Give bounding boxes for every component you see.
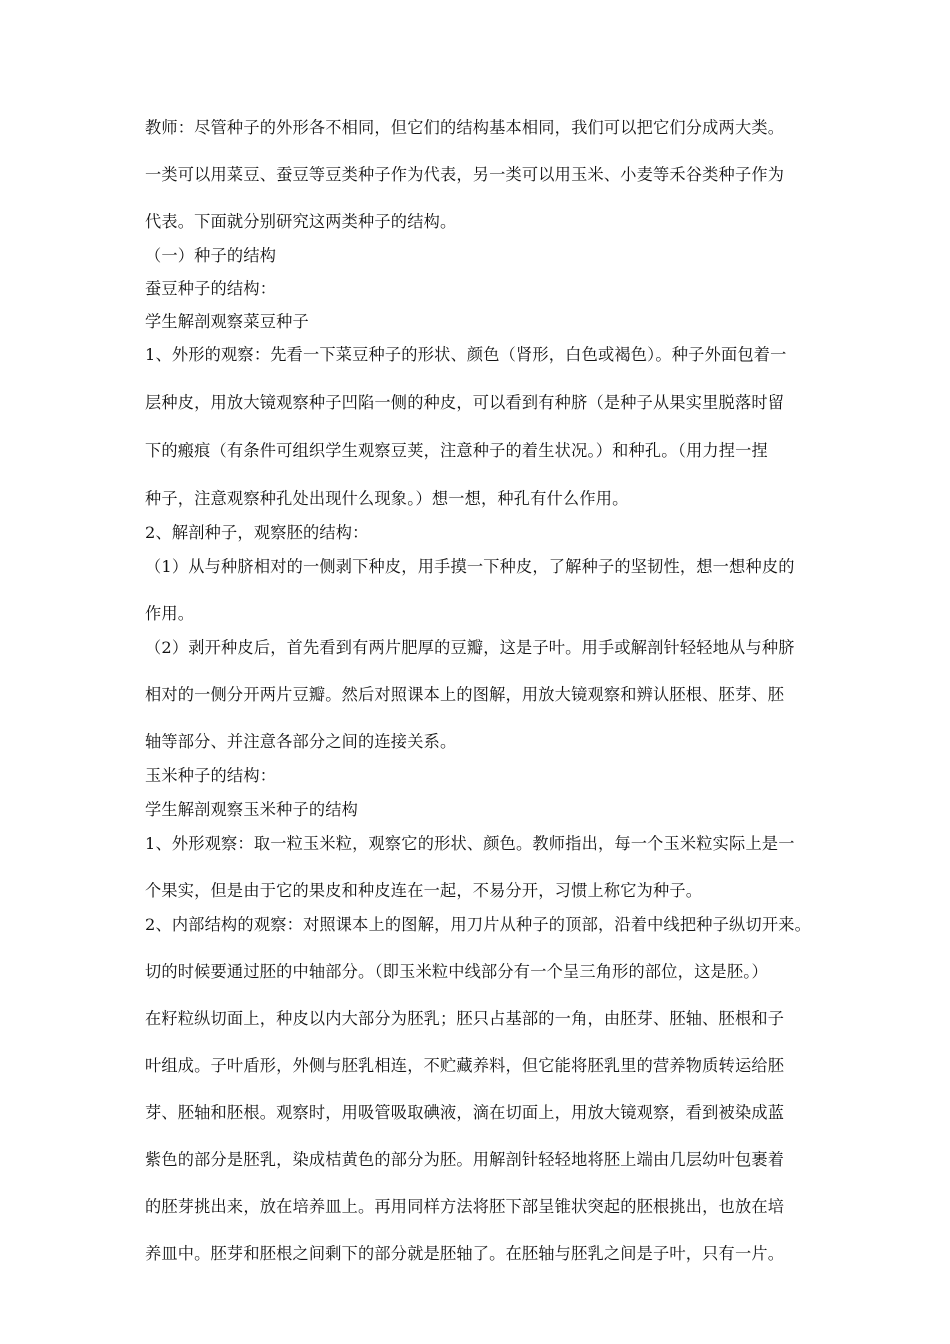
- subsection-heading: 蚕豆种子的结构：: [145, 279, 277, 298]
- text-line: 代表。下面就分别研究这两类种子的结构。: [145, 212, 457, 231]
- text-line: 2、解剖种子，观察胚的结构：: [145, 523, 369, 542]
- text-line: 教师：尽管种子的外形各不相同，但它们的结构基本相同，我们可以把它们分成两大类。: [145, 118, 785, 137]
- text-line: 切的时候要通过胚的中轴部分。（即玉米粒中线部分有一个呈三角形的部位，这是胚。）: [145, 962, 768, 981]
- text-line: 相对的一侧分开两片豆瓣。然后对照课本上的图解，用放大镜观察和辨认胚根、胚芽、胚: [145, 685, 785, 704]
- text-line: 学生解剖观察菜豆种子: [145, 312, 309, 331]
- text-line: 1、外形观察：取一粒玉米粒，观察它的形状、颜色。教师指出，每一个玉米粒实际上是一: [145, 834, 795, 853]
- text-line: 层种皮，用放大镜观察种子凹陷一侧的种皮，可以看到有种脐（是种子从果实里脱落时留: [145, 393, 785, 412]
- text-line: 轴等部分、并注意各部分之间的连接关系。: [145, 732, 457, 751]
- text-line: （2）剥开种皮后，首先看到有两片肥厚的豆瓣，这是子叶。用手或解剖针轻轻地从与种脐: [145, 638, 795, 657]
- text-line: 在籽粒纵切面上，种皮以内大部分为胚乳；胚只占基部的一角，由胚芽、胚轴、胚根和子: [145, 1009, 785, 1028]
- text-line: 叶组成。子叶盾形，外侧与胚乳相连，不贮藏养料，但它能将胚乳里的营养物质转运给胚: [145, 1056, 785, 1075]
- text-line: 学生解剖观察玉米种子的结构: [145, 800, 359, 819]
- text-line: 芽、胚轴和胚根。观察时，用吸管吸取碘液，滴在切面上，用放大镜观察，看到被染成蓝: [145, 1103, 785, 1122]
- text-line: （1）从与种脐相对的一侧剥下种皮，用手摸一下种皮，了解种子的坚韧性，想一想种皮的: [145, 557, 795, 576]
- subsection-heading: 玉米种子的结构：: [145, 766, 277, 785]
- text-line: 个果实，但是由于它的果皮和种皮连在一起，不易分开，习惯上称它为种子。: [145, 881, 703, 900]
- text-line: 养皿中。胚芽和胚根之间剩下的部分就是胚轴了。在胚轴与胚乳之间是子叶，只有一片。: [145, 1244, 785, 1263]
- text-line: 1、外形的观察：先看一下菜豆种子的形状、颜色（肾形，白色或褐色）。种子外面包着一: [145, 345, 787, 364]
- text-line: 紫色的部分是胚乳，染成桔黄色的部分为胚。用解剖针轻轻地将胚上端由几层幼叶包裹着: [145, 1150, 785, 1169]
- text-line: 下的瘢痕（有条件可组织学生观察豆荚，注意种子的着生状况。）和种孔。（用力捏一捏: [145, 441, 768, 460]
- section-heading: （一）种子的结构: [145, 246, 277, 265]
- text-line: 种子，注意观察种孔处出现什么现象。）想一想，种孔有什么作用。: [145, 489, 629, 508]
- text-line: 一类可以用菜豆、蚕豆等豆类种子作为代表，另一类可以用玉米、小麦等禾谷类种子作为: [145, 165, 785, 184]
- text-line: 2、内部结构的观察：对照课本上的图解，用刀片从种子的顶部，沿着中线把种子纵切开来。: [145, 915, 811, 934]
- text-line: 的胚芽挑出来，放在培养皿上。再用同样方法将胚下部呈锥状突起的胚根挑出，也放在培: [145, 1197, 785, 1216]
- text-line: 作用。: [145, 604, 195, 623]
- document-body: [145, 118, 825, 1264]
